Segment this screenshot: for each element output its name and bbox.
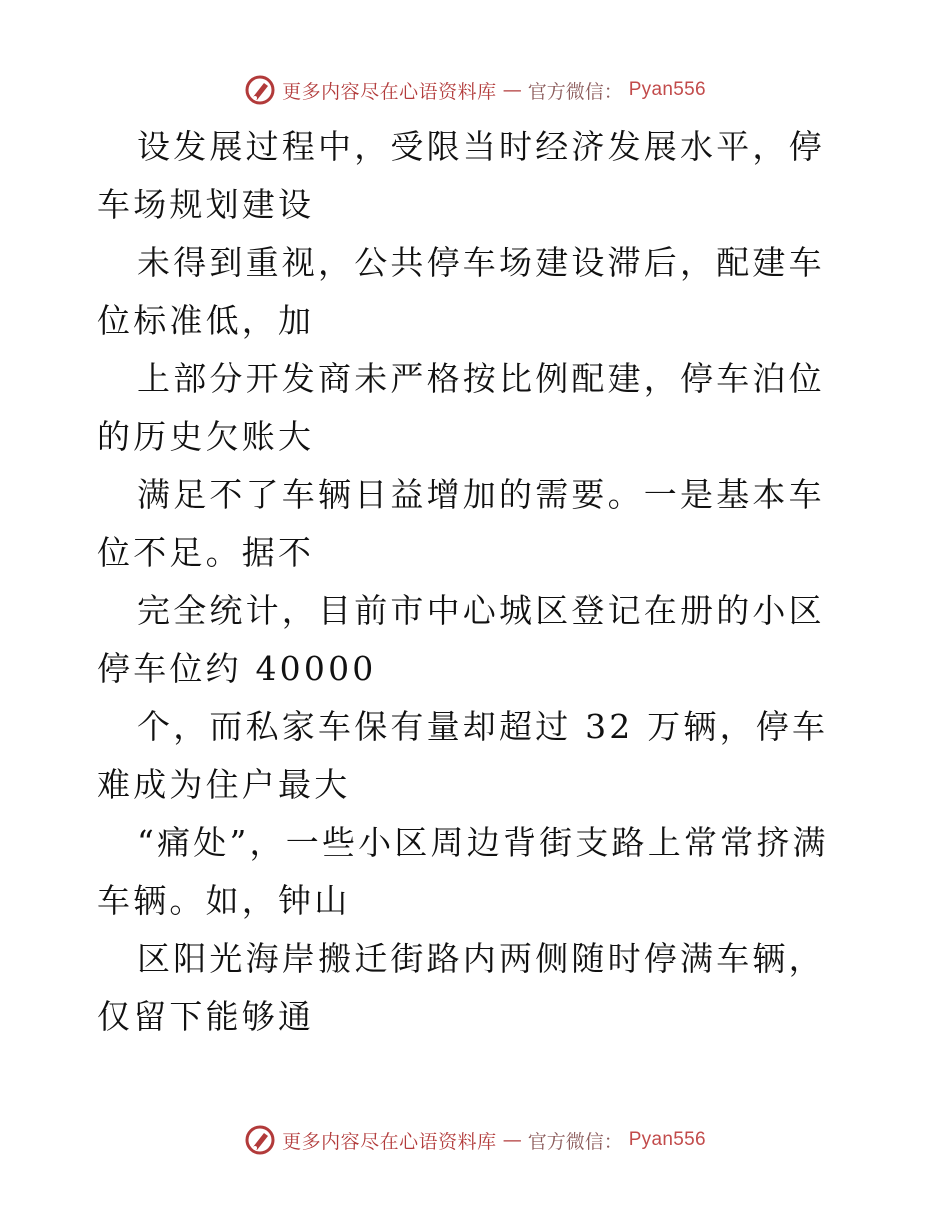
watermark-label: 官方微信： (527, 1130, 623, 1153)
watermark-handle: Pyan556 (628, 1129, 706, 1150)
watermark-dash: — (502, 1129, 522, 1151)
paragraph-line: 上部分开发商未严格按比例配建，停车泊位的历史欠账大 (97, 359, 825, 456)
watermark-label: 官方微信： (527, 80, 623, 103)
pen-circle-logo-icon (244, 1124, 276, 1156)
watermark-text: 更多内容尽在心语资料库 (282, 1130, 497, 1153)
watermark-handle: Pyan556 (628, 79, 706, 100)
watermark-dash: — (502, 79, 522, 101)
document-body (97, 118, 857, 1046)
paragraph-line: 区阳光海岸搬迁街路内两侧随时停满车辆，仅留下能够通 (97, 939, 825, 1036)
watermark-text: 更多内容尽在心语资料库 (282, 80, 497, 103)
paragraph-line: 未得到重视，公共停车场建设滞后，配建车位标准低，加 (97, 243, 825, 340)
paragraph-line: 完全统计，目前市中心城区登记在册的小区停车位约 40000 (97, 591, 825, 688)
paragraph-line: 满足不了车辆日益增加的需要。一是基本车位不足。据不 (97, 475, 825, 572)
header-watermark (0, 70, 950, 110)
footer-watermark (0, 1120, 950, 1160)
paragraph-line: 设发展过程中，受限当时经济发展水平，停车场规划建设 (97, 127, 825, 224)
paragraph-line: 个，而私家车保有量却超过 32 万辆，停车难成为住户最大 (97, 707, 829, 804)
pen-circle-logo-icon (244, 74, 276, 106)
paragraph-line: “痛处”，一些小区周边背街支路上常常挤满车辆。如，钟山 (97, 823, 829, 920)
